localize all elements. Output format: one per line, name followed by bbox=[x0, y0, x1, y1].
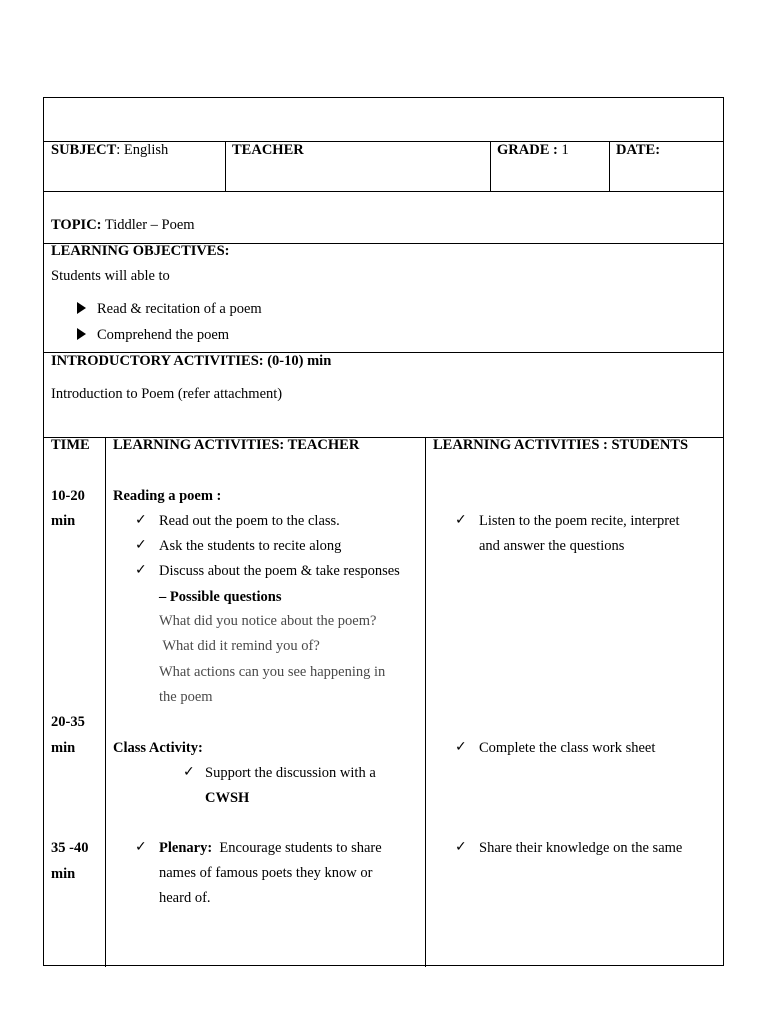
grade-value: 1 bbox=[557, 142, 569, 158]
grade-label: GRADE : bbox=[497, 142, 558, 158]
check-icon: ✓ bbox=[135, 512, 147, 528]
student-activity-line: Share their knowledge on the same bbox=[479, 840, 683, 856]
check-icon: ✓ bbox=[135, 537, 147, 553]
grade-cell bbox=[497, 143, 569, 158]
question-line: the poem bbox=[159, 689, 213, 705]
subject-cell bbox=[51, 143, 168, 158]
check-icon: ✓ bbox=[455, 739, 467, 755]
teacher-activity-title: Reading a poem : bbox=[113, 488, 222, 504]
student-activity-line: and answer the questions bbox=[479, 538, 625, 554]
teacher-activity-item-cont: CWSH bbox=[205, 790, 250, 806]
plenary-line: heard of. bbox=[159, 890, 211, 906]
time-start: 10-20 bbox=[51, 488, 85, 504]
teacher-activity-title: Class Activity: bbox=[113, 740, 203, 756]
date-label: DATE: bbox=[616, 142, 661, 158]
introductory-heading: INTRODUCTORY ACTIVITIES: (0-10) min bbox=[51, 353, 332, 369]
col-divider-teacher bbox=[490, 141, 491, 191]
possible-questions-label: – Possible questions bbox=[159, 589, 282, 605]
time-unit: min bbox=[51, 513, 76, 529]
plenary-line bbox=[159, 841, 382, 856]
arrow-bullet-icon bbox=[77, 302, 86, 314]
question-line: What did you notice about the poem? bbox=[159, 613, 377, 629]
header-teacher-activities: LEARNING ACTIVITIES: TEACHER bbox=[113, 437, 360, 453]
topic-label: TOPIC: bbox=[51, 217, 102, 233]
teacher-activity-item: Discuss about the poem & take responses bbox=[159, 563, 400, 579]
plenary-line: names of famous poets they know or bbox=[159, 865, 373, 881]
header-time: TIME bbox=[51, 437, 90, 453]
check-icon: ✓ bbox=[183, 764, 195, 780]
objective-item: Read & recitation of a poem bbox=[97, 301, 262, 317]
introductory-text: Introduction to Poem (refer attachment) bbox=[51, 386, 283, 402]
check-icon: ✓ bbox=[135, 839, 147, 855]
teacher-activity-item: Read out the poem to the class. bbox=[159, 513, 340, 529]
objectives-heading: LEARNING OBJECTIVES: bbox=[51, 243, 230, 259]
col-divider-time bbox=[105, 437, 106, 967]
question-line: What actions can you see happening in bbox=[159, 664, 386, 680]
plenary-text: Encourage students to share bbox=[212, 840, 382, 856]
subject-label: SUBJECT bbox=[51, 142, 117, 158]
objectives-intro: Students will able to bbox=[51, 268, 170, 284]
arrow-bullet-icon bbox=[77, 328, 86, 340]
check-icon: ✓ bbox=[455, 839, 467, 855]
topic-value: Tiddler – Poem bbox=[101, 217, 195, 233]
time-start: 35 -40 bbox=[51, 840, 89, 856]
teacher-activity-item: Ask the students to recite along bbox=[159, 538, 342, 554]
student-activity-line: Complete the class work sheet bbox=[479, 740, 656, 756]
objective-item: Comprehend the poem bbox=[97, 327, 230, 343]
header-student-activities: LEARNING ACTIVITIES : STUDENTS bbox=[433, 437, 689, 453]
teacher-label: TEACHER bbox=[232, 142, 304, 158]
col-divider-teacher-activities bbox=[425, 437, 426, 967]
topic-line bbox=[51, 218, 195, 233]
teacher-activity-item: Support the discussion with a bbox=[205, 765, 376, 781]
col-divider-subject bbox=[225, 141, 226, 191]
col-divider-grade bbox=[609, 141, 610, 191]
time-unit: min bbox=[51, 866, 76, 882]
check-icon: ✓ bbox=[455, 512, 467, 528]
plenary-label: Plenary: bbox=[159, 840, 213, 856]
time-start: 20-35 bbox=[51, 714, 85, 730]
question-line: What did it remind you of? bbox=[159, 638, 320, 654]
subject-value: : English bbox=[116, 142, 169, 158]
rule-header-row bbox=[44, 191, 723, 192]
check-icon: ✓ bbox=[135, 562, 147, 578]
time-unit: min bbox=[51, 740, 76, 756]
student-activity-line: Listen to the poem recite, interpret bbox=[479, 513, 680, 529]
